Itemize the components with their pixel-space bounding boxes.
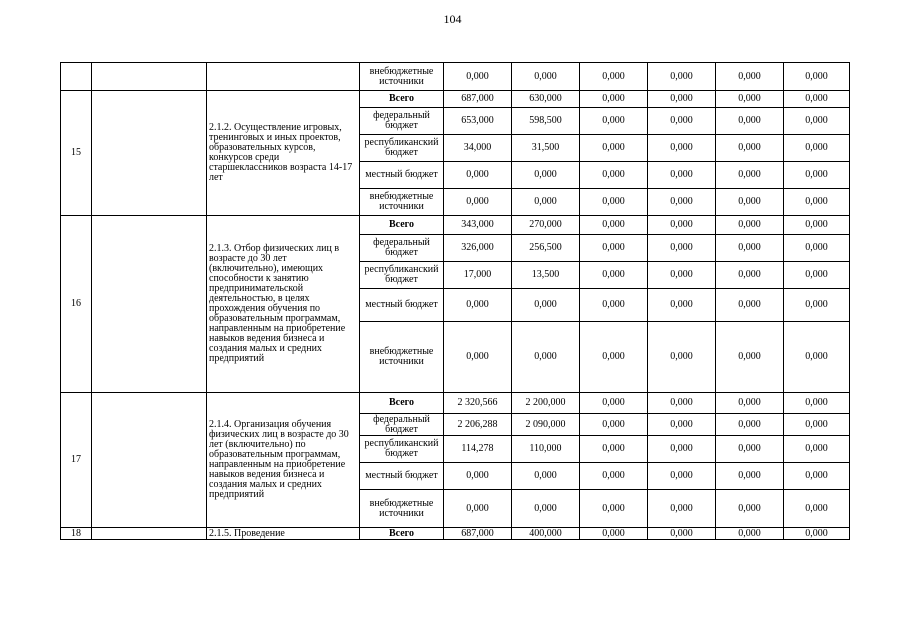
value-cell: 0,000 [716, 463, 784, 490]
source-cell: внебюджетные источники [360, 63, 444, 91]
row-number-cell: 15 [61, 91, 92, 216]
value-cell: 0,000 [784, 216, 850, 235]
value-cell: 0,000 [784, 108, 850, 135]
value-cell: 256,500 [512, 235, 580, 262]
value-cell: 0,000 [784, 262, 850, 289]
value-cell: 0,000 [648, 135, 716, 162]
table-row [61, 63, 850, 91]
description-cell: 2.1.2. Осуществление игровых, тренинговых и иных проектов, образовательных курсов, конкурсов среди старшеклассников возраста 14-17 лет [207, 91, 360, 216]
value-cell: 0,000 [716, 289, 784, 322]
value-cell: 343,000 [444, 216, 512, 235]
source-cell: федеральный бюджет [360, 108, 444, 135]
value-cell: 0,000 [444, 289, 512, 322]
table-row [61, 216, 850, 235]
value-cell: 110,000 [512, 436, 580, 463]
empty-cell [92, 91, 207, 216]
source-cell: Всего [360, 91, 444, 108]
value-cell: 0,000 [648, 216, 716, 235]
value-cell: 0,000 [716, 262, 784, 289]
description-cell: 2.1.4. Организация обучения физических лиц в возрасте до 30 лет (включительно) по образовательным программам, направленным на приобретение навыков ведения бизнеса и создания малых и средних предприятий [207, 393, 360, 528]
source-cell: Всего [360, 528, 444, 540]
source-cell: местный бюджет [360, 289, 444, 322]
value-cell: 34,000 [444, 135, 512, 162]
value-cell: 0,000 [784, 490, 850, 528]
source-cell: республиканский бюджет [360, 135, 444, 162]
value-cell: 0,000 [580, 414, 648, 436]
value-cell: 630,000 [512, 91, 580, 108]
budget-table [60, 62, 850, 540]
value-cell: 0,000 [784, 235, 850, 262]
description-cell [207, 63, 360, 91]
value-cell: 0,000 [580, 322, 648, 393]
value-cell: 0,000 [716, 528, 784, 540]
value-cell: 0,000 [784, 162, 850, 189]
source-cell: местный бюджет [360, 463, 444, 490]
value-cell: 0,000 [648, 414, 716, 436]
value-cell: 326,000 [444, 235, 512, 262]
value-cell: 0,000 [784, 289, 850, 322]
row-number-cell: 16 [61, 216, 92, 393]
empty-cell [92, 393, 207, 528]
value-cell: 0,000 [512, 63, 580, 91]
value-cell: 0,000 [444, 463, 512, 490]
value-cell: 0,000 [716, 216, 784, 235]
value-cell: 0,000 [580, 490, 648, 528]
value-cell: 0,000 [648, 436, 716, 463]
value-cell: 0,000 [580, 528, 648, 540]
value-cell: 0,000 [648, 490, 716, 528]
value-cell: 0,000 [784, 436, 850, 463]
value-cell: 0,000 [580, 108, 648, 135]
value-cell: 0,000 [512, 322, 580, 393]
value-cell: 0,000 [512, 289, 580, 322]
value-cell: 0,000 [648, 91, 716, 108]
value-cell: 0,000 [444, 63, 512, 91]
value-cell: 0,000 [716, 490, 784, 528]
value-cell: 13,500 [512, 262, 580, 289]
value-cell: 2 320,566 [444, 393, 512, 414]
value-cell: 0,000 [580, 63, 648, 91]
value-cell: 0,000 [512, 189, 580, 216]
empty-cell [92, 63, 207, 91]
source-cell: республиканский бюджет [360, 436, 444, 463]
value-cell: 0,000 [580, 216, 648, 235]
value-cell: 0,000 [648, 393, 716, 414]
value-cell: 0,000 [716, 189, 784, 216]
table-row [61, 91, 850, 108]
value-cell: 0,000 [444, 490, 512, 528]
value-cell: 0,000 [580, 135, 648, 162]
value-cell: 0,000 [716, 108, 784, 135]
source-cell: Всего [360, 393, 444, 414]
value-cell: 0,000 [784, 393, 850, 414]
row-number-cell: 17 [61, 393, 92, 528]
table-row [61, 528, 850, 540]
value-cell: 0,000 [580, 463, 648, 490]
value-cell: 0,000 [580, 393, 648, 414]
value-cell: 0,000 [580, 436, 648, 463]
value-cell: 0,000 [784, 528, 850, 540]
row-number-cell [61, 63, 92, 91]
value-cell: 0,000 [648, 108, 716, 135]
row-number-cell: 18 [61, 528, 92, 540]
value-cell: 114,278 [444, 436, 512, 463]
value-cell: 0,000 [716, 135, 784, 162]
source-cell: внебюджетные источники [360, 322, 444, 393]
value-cell: 0,000 [512, 463, 580, 490]
source-cell: республиканский бюджет [360, 262, 444, 289]
value-cell: 0,000 [784, 91, 850, 108]
value-cell: 0,000 [784, 135, 850, 162]
value-cell: 31,500 [512, 135, 580, 162]
value-cell: 0,000 [716, 162, 784, 189]
value-cell: 598,500 [512, 108, 580, 135]
description-cell: 2.1.5. Проведение [207, 528, 360, 540]
value-cell: 0,000 [784, 322, 850, 393]
source-cell: внебюджетные источники [360, 490, 444, 528]
value-cell: 687,000 [444, 91, 512, 108]
value-cell: 0,000 [580, 189, 648, 216]
value-cell: 400,000 [512, 528, 580, 540]
source-cell: внебюджетные источники [360, 189, 444, 216]
value-cell: 0,000 [716, 91, 784, 108]
value-cell: 0,000 [648, 463, 716, 490]
value-cell: 0,000 [716, 63, 784, 91]
value-cell: 0,000 [784, 463, 850, 490]
value-cell: 0,000 [444, 162, 512, 189]
value-cell: 0,000 [580, 162, 648, 189]
empty-cell [92, 528, 207, 540]
value-cell: 0,000 [512, 162, 580, 189]
value-cell: 0,000 [580, 91, 648, 108]
value-cell: 2 200,000 [512, 393, 580, 414]
value-cell: 0,000 [648, 189, 716, 216]
value-cell: 0,000 [648, 528, 716, 540]
value-cell: 687,000 [444, 528, 512, 540]
value-cell: 0,000 [444, 322, 512, 393]
value-cell: 0,000 [648, 63, 716, 91]
value-cell: 270,000 [512, 216, 580, 235]
value-cell: 0,000 [716, 235, 784, 262]
source-cell: Всего [360, 216, 444, 235]
table-row [61, 393, 850, 414]
value-cell: 0,000 [580, 289, 648, 322]
value-cell: 0,000 [716, 393, 784, 414]
source-cell: федеральный бюджет [360, 414, 444, 436]
value-cell: 0,000 [784, 414, 850, 436]
value-cell: 653,000 [444, 108, 512, 135]
value-cell: 0,000 [580, 235, 648, 262]
value-cell: 0,000 [444, 189, 512, 216]
source-cell: местный бюджет [360, 162, 444, 189]
value-cell: 0,000 [648, 262, 716, 289]
value-cell: 0,000 [648, 235, 716, 262]
value-cell: 2 090,000 [512, 414, 580, 436]
value-cell: 0,000 [784, 63, 850, 91]
page-number: 104 [443, 12, 462, 26]
value-cell: 17,000 [444, 262, 512, 289]
value-cell: 0,000 [512, 490, 580, 528]
value-cell: 0,000 [716, 436, 784, 463]
value-cell: 0,000 [580, 262, 648, 289]
value-cell: 0,000 [648, 162, 716, 189]
description-cell: 2.1.3. Отбор физических лиц в возрасте до 30 лет (включительно), имеющих способности к занятию предпринимательской деятельностью, в целях прохождения обучения по образовательным программам, направленным на приобретение навыков ведения бизнеса и создания малых и средних предприятий [207, 216, 360, 393]
empty-cell [92, 216, 207, 393]
value-cell: 0,000 [716, 414, 784, 436]
table-body [61, 63, 850, 540]
value-cell: 0,000 [648, 322, 716, 393]
value-cell: 0,000 [716, 322, 784, 393]
source-cell: федеральный бюджет [360, 235, 444, 262]
value-cell: 2 206,288 [444, 414, 512, 436]
value-cell: 0,000 [784, 189, 850, 216]
value-cell: 0,000 [648, 289, 716, 322]
